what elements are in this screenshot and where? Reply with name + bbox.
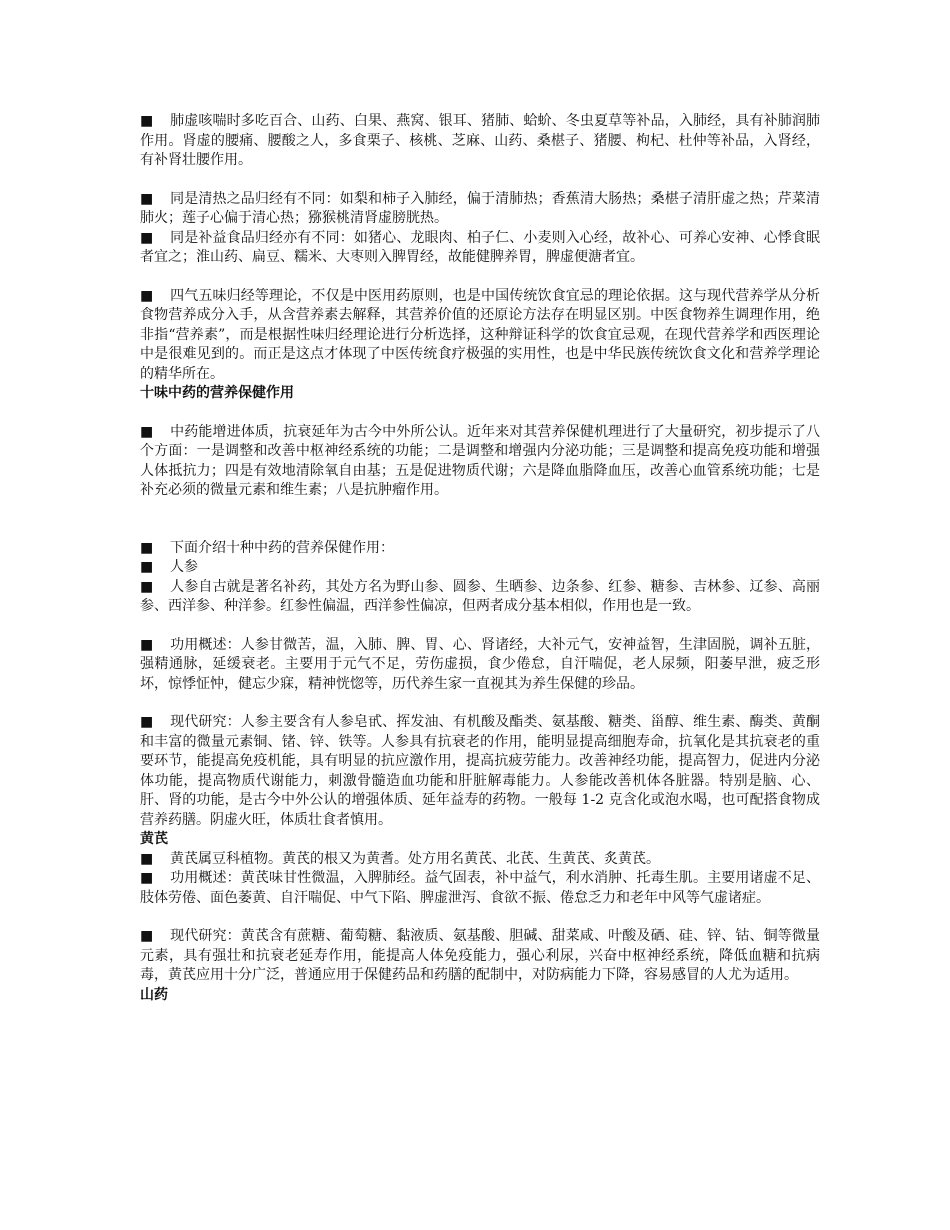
section-heading-yam: 山药: [140, 986, 168, 1003]
bullet-icon: ■: [140, 928, 154, 944]
bullet-icon: ■: [140, 559, 154, 575]
spacer: [140, 617, 820, 636]
paragraph-text: 黄芪属豆科植物。黄芪的根又为黄耆。处方用名黄芪、北芪、生黄芪、炙黄芪。: [170, 850, 660, 867]
paragraph-text: 四气五味归经等理论，不仅是中医用药原则，也是中国传统饮食宜忌的理论依据。这与现代营养学从分析食物营养成分入手，从含营养素去解释，其营养价值的还原论方法存在明显区别。中医食物养生调理作用，绝非指“营养素”，而是根据性味归经理论进行分析选择，这种辩证科学的饮食宜忌观，在现代营养学和西医理论中是很难见到的。而正是这点才体现了中医传统食疗极强的实用性，也是中华民族传统饮食文化和营养学理论的精华所在。: [140, 287, 820, 382]
paragraph-text: 同是清热之品归经有不同：如梨和柿子入肺经，偏于清肺热；香蕉清大肠热；桑椹子清肝虚之热；芹菜清肺火；莲子心偏于清心热；猕猴桃清肾虚膀胱热。: [140, 190, 820, 226]
document-page: [140, 112, 820, 1005]
spacer: [140, 501, 820, 539]
paragraph-text: 中药能增进体质，抗衰延年为古今中外所公认。近年来对其营养保健机理进行了大量研究，初步提示了八个方面：一是调整和改善中枢神经系统的功能；二是调整和增强内分泌功能；三是调整和提高免疫功能和增强人体抵抗力；四是有效地清除氧自由基；五是促进物质代谢；六是降血脂降血压，改善心血管系统功能；七是补充必须的微量元素和维生素；八是抗肿瘤作用。: [140, 423, 820, 498]
paragraph-heat-clearing: [140, 190, 820, 229]
paragraph-text: 功用概述：人参甘微苦，温，入肺、脾、胃、心、肾诸经，大补元气，安神益智，生津固脱，调补五脏，强精通脉，延缓衰老。主要用于元气不足，劳伤虚损，食少倦怠，自汗喘促，老人尿频，阳萎早泄，疲乏形坏，惊悸怔忡，健忘少寐，精神恍惚等，历代养生家一直视其为养生保健的珍品。: [140, 636, 820, 692]
paragraph-astragalus-intro: [140, 850, 820, 870]
bullet-icon: ■: [140, 229, 154, 246]
paragraph-lung-kidney-tonics: [140, 112, 820, 171]
paragraph-astragalus-research: [140, 927, 820, 986]
paragraph-text: 人参: [170, 559, 198, 575]
bullet-icon: ■: [140, 870, 154, 886]
paragraph-text: 人参自古就是著名补药，其处方名为野山参、圆参、生晒参、边条参、红参、糖参、吉林参、辽参、高丽参、西洋参、种洋参。红参性偏温，西洋参性偏凉，但两者成分基本相似，作用也是一致。: [140, 578, 820, 614]
paragraph-ginseng-function: [140, 636, 820, 695]
spacer: [140, 908, 820, 927]
spacer: [140, 404, 820, 423]
bullet-icon: ■: [140, 850, 154, 867]
paragraph-tonic-foods: [140, 229, 820, 268]
section-heading-astragalus: 黄芪: [140, 831, 168, 847]
bullet-icon: ■: [140, 578, 154, 595]
bullet-icon: ■: [140, 113, 154, 129]
bullet-icon: ■: [140, 539, 154, 556]
spacer: [140, 171, 820, 190]
bullet-icon: ■: [140, 423, 154, 440]
paragraph-ginseng-names: [140, 578, 820, 617]
paragraph-ginseng-title: [140, 558, 820, 578]
bullet-icon: ■: [140, 714, 154, 730]
paragraph-text: 肺虚咳喘时多吃百合、山药、白果、燕窝、银耳、猪肺、蛤蚧、冬虫夏草等补品，入肺经，具有补肺润肺作用。肾虚的腰痛、腰酸之人，多食栗子、核桃、芝麻、山药、桑椹子、猪腰、枸杞、杜仲等补品，入肾经，有补肾壮腰作用。: [140, 113, 820, 168]
paragraph-theory: [140, 287, 820, 385]
spacer: [140, 268, 820, 287]
paragraph-text: 功用概述：黄芪味甘性微温，入脾肺经。益气固表，补中益气，利水消肿、托毒生肌。主要用诸虚不足、肢体劳倦、面色萎黄、自汗喘促、中气下陷、脾虚泄泻、食欲不振、倦怠乏力和老年中风等气虚诸症。: [140, 870, 820, 906]
paragraph-text: 现代研究：黄芪含有蔗糖、葡萄糖、黏液质、氨基酸、胆碱、甜菜咸、叶酸及硒、硅、锌、钴、铜等微量元素，具有强壮和抗衰老延寿作用，能提高人体免疫能力，强心利尿，兴奋中枢神经系统，降低血糖和抗病毒，黄芪应用十分广泛，普通应用于保健药品和药膳的配制中，对防病能力下降，容易感冒的人尤为适用。: [140, 928, 820, 983]
paragraph-intro-ten-herbs: [140, 539, 820, 559]
section-heading-ten-herbs: 十味中药的营养保健作用: [140, 385, 294, 401]
spacer: [140, 694, 820, 713]
bullet-icon: ■: [140, 190, 154, 207]
paragraph-astragalus-function: [140, 869, 820, 908]
paragraph-text: 下面介绍十种中药的营养保健作用：: [170, 539, 394, 556]
bullet-icon: ■: [140, 636, 154, 653]
bullet-icon: ■: [140, 287, 154, 304]
paragraph-text: 同是补益食品归经亦有不同：如猪心、龙眼肉、柏子仁、小麦则入心经，故补心、可养心安神、心悸食眠者宜之；淮山药、扁豆、糯米、大枣则入脾胃经，故能健脾养胃，脾虚便溏者宜。: [140, 229, 820, 265]
paragraph-text: 现代研究：人参主要含有人参皂甙、挥发油、有机酸及酯类、氨基酸、糖类、甾醇、维生素、酶类、黄酮和丰富的微量元素铜、锗、锌、铁等。人参具有抗衰老的作用，能明显提高细胞寿命，抗氧化是其抗衰老的重要环节，能提高免疫机能，具有明显的抗应激作用，提高抗疲劳能力。改善神经功能，提高智力，促进内分泌体功能，提高物质代谢能力，刺激骨髓造血功能和肝脏解毒能力。人参能改善机体各脏器。特别是脑、心、肝、肾的功能，是古今中外公认的增强体质、延年益寿的药物。一般每 1-2 克含化或泡水喝，也可配搭食物成营养药膳。阴虚火旺，体质壮食者慎用。: [140, 714, 820, 828]
paragraph-ginseng-research: [140, 713, 820, 830]
paragraph-research-overview: [140, 423, 820, 501]
